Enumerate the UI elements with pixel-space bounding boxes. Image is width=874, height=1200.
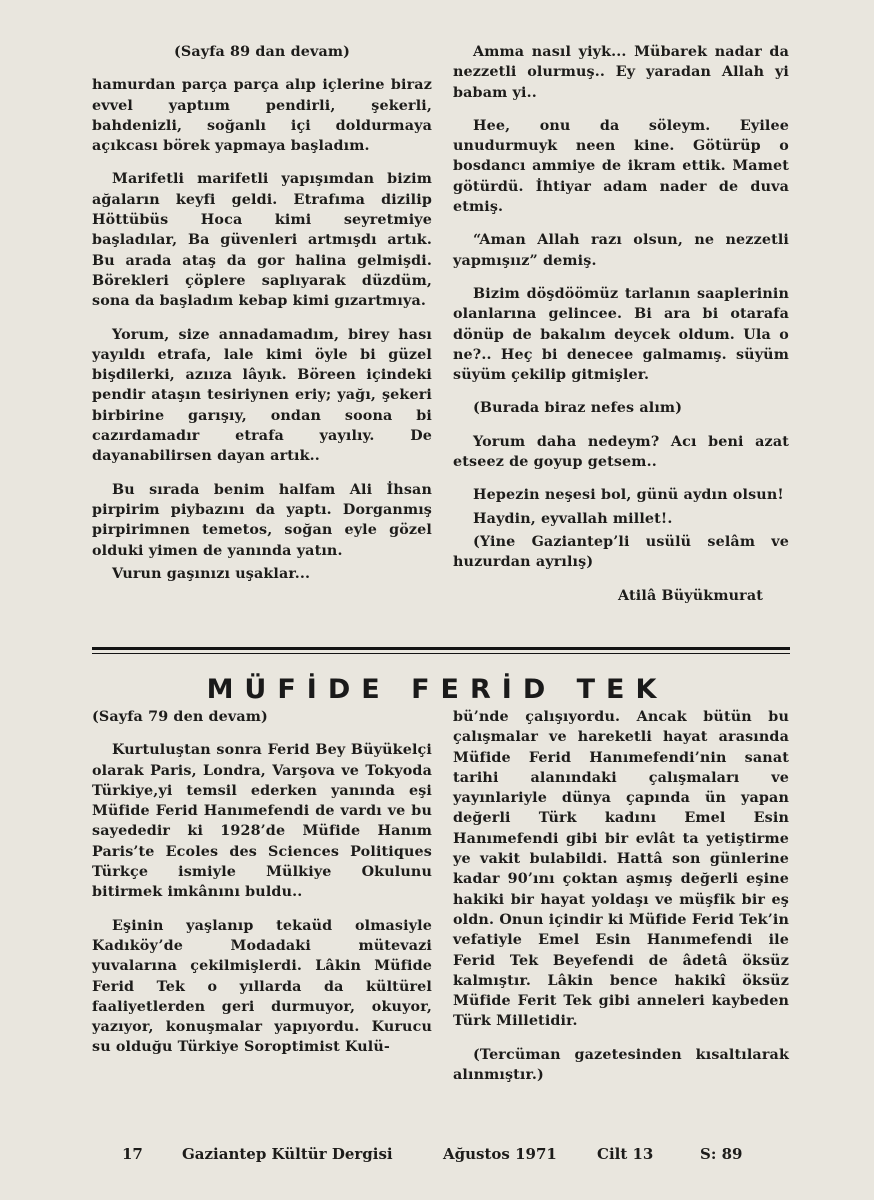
article-title: MÜFİDE FERİD TEK	[206, 674, 668, 705]
paragraph: Yorum, size annadamadım, birey hası yayıldı etrafa, lale kimi öyle bi güzel bişdilerki, azııza lâyık. Böreen içindeki pendir ataşın tesiriynen eriy; yağı, şekeri birbirine garışıy, ondan soona bi cazırdamadır etrafa yayılıy. De dayanabilirsen dayan artık..	[92, 326, 432, 465]
continuation-note: (Sayfa 79 den devam)	[92, 709, 268, 725]
section-divider-thick	[92, 647, 790, 650]
author-signature: Atilâ Büyükmurat	[618, 587, 763, 604]
paragraph: Eşinin yaşlanıp tekaüd olmasiyle Kadıköy’de Modadaki mütevazi yuvalarına çekilmişlerdi. Lâkin Müfide Ferid Tek o yıllarda da kültürel faaliyetlerden geri durmuyor, okuyor, yazıyor, konuşmalar yapıyordu. Kurucu su olduğu Türkiye Soroptimist Kulü-	[92, 917, 432, 1056]
magazine-name: Gaziantep Kültür Dergisi	[182, 1145, 393, 1163]
bottom-article-left-column	[92, 707, 432, 1071]
paragraph: Amma nasıl yiyk... Mübarek nadar da nezzetli olurmuş.. Ey yaradan Allah yi babam yi..	[453, 44, 789, 101]
volume-label: Cilt 13	[597, 1145, 654, 1163]
source-note: (Tercüman gazetesinden kısaltılarak alınmıştır.)	[453, 1046, 789, 1084]
paragraph: (Burada biraz nefes alım)	[473, 400, 683, 417]
paragraph: hamurdan parça parça alıp içlerine biraz evvel yaptıım pendirli, şekerli, bahdenizli, soğanlı içi doldurmaya açıkcası börek yapmaya başladım.	[92, 77, 432, 155]
paragraph: Haydin, eyvallah millet!.	[473, 510, 673, 527]
page-number: 17	[122, 1145, 143, 1163]
paragraph: Bu sırada benim halfam Ali İhsan pirpirim piybazını da yaptı. Dorganmış pirpirimnen temetos, soğan eyle gözel olduki yimen de yanında yatın.	[92, 481, 432, 559]
issue-date: Ağustos 1971	[443, 1145, 557, 1163]
paragraph: Kurtuluştan sonra Ferid Bey Büyükelçi olarak Paris, Londra, Varşova ve Tokyoda Türkiye,yi temsil ederken yanında eşi Müfide Ferid Hanımefendi de vardı ve bu sayededir ki 1928’de Müfide Hanım Paris’te Ecoles des Sciences Politiques Türkçe ismiyle Mülkiye Okulunu bitirmek imkânını buldu..	[92, 742, 432, 901]
bottom-article-right-column	[453, 707, 789, 1098]
page-footer	[92, 1145, 752, 1169]
paragraph: Hepezin neşesi bol, günü aydın olsun!	[473, 487, 784, 504]
paragraph: (Yine Gaziantep’li usülü selâm ve huzurdan ayrılış)	[453, 533, 789, 571]
continuation-note: (Sayfa 89 dan devam)	[173, 44, 351, 60]
paragraph: Vurun gaşınızı uşaklar...	[112, 565, 311, 582]
paragraph: Hee, onu da söleym. Eyilee unudurmuyk neen kine. Götürüp o bosdancı ammiye de ikram ettik. Mamet götürdü. İhtiyar adam nader de duva etmiş.	[453, 117, 789, 216]
paragraph: Marifetli marifetli yapışımdan bizim ağaların keyfi geldi. Etrafıma dizilip Höttübüs Hoca kimi seyretmiye başladılar, Ba güvenleri artmışdı artık. Bu arada ataş da gor halina gelmişdi. Börekleri çöplere saplıyarak düzdüm, sona da başladım kebap kimi gızartmıya.	[92, 171, 432, 310]
paragraph: “Aman Allah razı olsun, ne nezzetli yapmışıız” demiş.	[453, 232, 789, 269]
issue-page: S: 89	[700, 1145, 743, 1163]
top-article-left-column	[92, 42, 432, 597]
top-article-right-column	[453, 42, 789, 619]
section-divider-thin	[92, 653, 790, 654]
paragraph: Yorum daha nedeym? Acı beni azat etseez de goyup getsem..	[453, 433, 789, 471]
paragraph: Bizim döşdöömüz tarlanın saaplerinin olanlarına gelincee. Bi ara bi otarafa dönüp de bakalım deycek oldum. Ula o ne?.. Heç bi denecee galmamış. süyüm süyüm çekilip gitmişler.	[453, 285, 789, 384]
paragraph: bü’nde çalışıyordu. Ancak bütün bu çalışmalar ve hareketli hayat arasında Müfide Ferid Hanımefendi’nin sanat tarihi alanındaki çalışmaları ve yayınlariyle dünya çapında ün yapan değerli Türk kadını Emel Esin Hanımefendi gibi bir evlât ta yetiştirme ye vakit bulabildi. Hattâ son günlerine kadar 90’ını çoktan aşmış değerli eşine hakiki bir hayat yoldaşı ve müşfik bir eş oldn. Onun içindir ki Müfide Ferid Tek’in vefatiyle Emel Esin Hanımefendi ile Ferid Tek Beyefendi de âdetâ öksüz kalmıştır. Lâkin bence hakikî öksüz Müfide Ferit Tek gibi anneleri kaybeden Türk Milletidir.	[453, 709, 789, 1030]
